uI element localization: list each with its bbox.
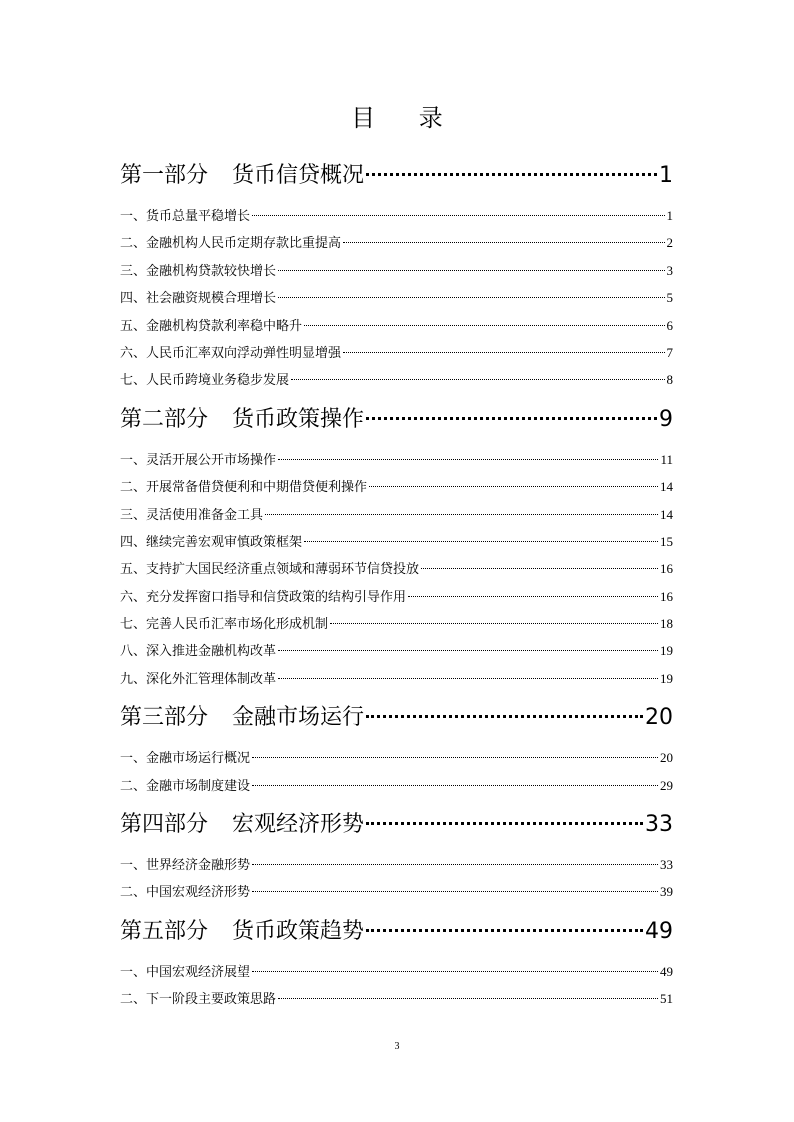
toc-page-number: 16 [660,561,673,577]
toc-page-number: 5 [666,290,673,306]
toc-page-number: 49 [645,918,673,944]
toc-entry-text: 一、金融市场运行概况 [120,751,251,767]
toc-entry-label [120,611,328,638]
toc-page-number: 49 [660,963,673,979]
toc-part-number: 第二部分 [120,406,209,432]
toc-entry-text: 二、下一阶段主要政策思路 [120,992,277,1008]
toc-entry-label [120,340,341,367]
dot-leader [408,596,658,597]
toc-section-entry[interactable] [120,257,673,284]
toc-page-number: 16 [660,588,673,604]
dot-leader [366,173,657,176]
toc-entry-text: 一、世界经济金融形势 [120,858,251,874]
dot-leader [278,270,664,271]
dot-leader [343,352,664,353]
toc-page-number: 14 [660,506,673,522]
toc-entry-text: 二、金融市场制度建设 [120,778,251,794]
dot-leader [252,891,658,892]
toc-entry-label [120,285,276,312]
toc-entry-label [120,986,276,1013]
toc-part-entry[interactable] [120,799,673,851]
toc-entry-label [120,447,276,474]
toc-entry-label [120,502,263,529]
toc-part-number: 第三部分 [120,705,209,731]
toc-entry-label [120,799,364,851]
toc-entry-text: 货币政策趋势 [232,918,365,944]
toc-section-entry[interactable] [120,202,673,229]
dot-leader [304,325,664,326]
toc-entry-text: 三、金融机构贷款较快增长 [120,263,277,279]
toc-section-entry[interactable] [120,744,673,771]
toc-section-entry[interactable] [120,772,673,799]
dot-leader [278,998,658,999]
toc-section-entry[interactable] [120,610,673,637]
page-number: 3 [394,1041,400,1052]
toc-entry-label [120,394,364,446]
dot-leader [278,459,658,460]
toc-entry-label [120,959,250,986]
toc-page-number: 6 [666,317,673,333]
toc-entry-text: 一、中国宏观经济展望 [120,964,251,980]
toc-part-entry[interactable] [120,692,673,744]
toc-entry-label [120,529,302,556]
toc-entry-text: 二、金融机构人民币定期存款比重提高 [120,236,342,252]
toc-section-entry[interactable] [120,284,673,311]
dot-leader [304,541,658,542]
toc-section-entry[interactable] [120,851,673,878]
toc-section-entry[interactable] [120,985,673,1012]
toc-entry-text: 八、深入推进金融机构改革 [120,644,277,660]
toc-page-number: 3 [666,262,673,278]
toc-entry-text: 二、开展常备借贷便利和中期借贷便利操作 [120,480,368,496]
toc-page-number: 19 [660,643,673,659]
dot-leader [278,650,658,651]
toc-entry-label [120,367,289,394]
toc-entry-text: 四、社会融资规模合理增长 [120,291,277,307]
toc-section-entry[interactable] [120,229,673,256]
toc-part-entry[interactable] [120,394,673,446]
toc-page-number: 19 [660,670,673,686]
toc-entry-label [120,556,419,583]
dot-leader [366,417,657,420]
toc-page-number: 14 [660,479,673,495]
toc-page-number: 1 [666,208,673,223]
toc-entry-text: 七、完善人民币汇率市场化形成机制 [120,617,329,633]
toc-entry-text: 货币信贷概况 [232,163,365,188]
toc-entry-label [120,230,341,257]
toc-entry-text: 五、金融机构贷款利率稳中略升 [120,318,303,334]
toc-entry-label [120,203,250,230]
toc-page-number: 7 [666,344,673,360]
toc-entry-text: 七、人民币跨境业务稳步发展 [120,373,290,389]
toc-part-number: 第四部分 [120,812,209,838]
toc-entry-text: 二、中国宏观经济形势 [120,885,251,901]
toc-entry-text: 九、深化外汇管理体制改革 [120,671,277,687]
dot-leader [366,929,643,932]
toc-section-entry[interactable] [120,637,673,664]
toc-section-entry[interactable] [120,528,673,555]
toc-entry-text: 六、充分发挥窗口指导和信贷政策的结构引导作用 [120,589,407,605]
toc-page-number: 18 [660,616,673,632]
dot-leader [278,297,664,298]
toc-entry-text: 一、货币总量平稳增长 [120,209,251,224]
dot-leader [330,623,658,624]
toc-section-entry[interactable] [120,958,673,985]
toc-entry-text: 金融市场运行 [232,705,365,731]
dot-leader [366,715,643,718]
toc-section-entry[interactable] [120,473,673,500]
toc-entry-label [120,474,367,501]
dot-leader [252,971,658,972]
toc-entry-text: 宏观经济形势 [232,812,365,838]
dot-leader [252,785,658,786]
toc-page-number: 11 [660,451,673,467]
toc-page-number: 20 [660,750,673,766]
dot-leader [252,215,664,216]
dot-leader [265,514,658,515]
toc-section-entry[interactable] [120,665,673,692]
toc-page-number: 15 [660,533,673,549]
toc-entry-text: 四、继续完善宏观审慎政策框架 [120,534,303,550]
toc-page-number: 33 [660,857,673,873]
toc-page-number: 2 [666,235,673,251]
dot-leader [278,678,658,679]
dot-leader [421,568,658,569]
toc-entry-text: 一、灵活开展公开市场操作 [120,452,277,468]
toc-entry-label [120,150,364,202]
toc-entry-text: 货币政策操作 [232,406,365,432]
toc-part-entry[interactable] [120,906,673,958]
toc-section-entry[interactable] [120,446,673,473]
toc-entry-text: 五、支持扩大国民经济重点领域和薄弱环节信贷投放 [120,562,420,578]
toc-entry-label [120,745,250,772]
toc-entry-label [120,638,276,665]
toc-section-entry[interactable] [120,501,673,528]
dot-leader [369,486,658,487]
toc-page-number: 1 [659,163,673,188]
toc-entry-label [120,666,276,693]
toc-page-number: 33 [645,812,673,838]
toc-part-number: 第五部分 [120,918,209,944]
toc-entry-label [120,313,302,340]
dot-leader [343,242,664,243]
toc-section-entry[interactable] [120,583,673,610]
toc-section-entry[interactable] [120,878,673,905]
toc-entry-text: 六、人民币汇率双向浮动弹性明显增强 [120,345,342,361]
toc-entry-label [120,258,276,285]
toc-section-entry[interactable] [120,555,673,582]
toc-entry-label [120,852,250,879]
toc-page-number: 9 [659,406,673,432]
toc-entry-label [120,692,364,744]
dot-leader [366,822,643,825]
toc-part-number: 第一部分 [120,163,209,188]
toc-entry-label [120,879,250,906]
toc-entry-text: 三、灵活使用准备金工具 [120,507,264,523]
toc-page-number: 20 [645,705,673,731]
toc-page-number: 8 [666,372,673,388]
table-of-contents [120,150,673,1013]
toc-section-entry[interactable] [120,339,673,366]
toc-entry-label [120,906,364,958]
toc-part-entry[interactable] [120,150,673,202]
toc-section-entry[interactable] [120,312,673,339]
dot-leader [252,864,658,865]
dot-leader [291,379,664,380]
toc-section-entry[interactable] [120,366,673,393]
dot-leader [252,757,658,758]
toc-entry-label [120,773,250,800]
toc-page-number: 51 [660,991,673,1007]
toc-page-number: 39 [660,884,673,900]
toc-entry-label [120,584,406,611]
page-title: 目 录 [351,104,461,132]
toc-page-number: 29 [660,777,673,793]
